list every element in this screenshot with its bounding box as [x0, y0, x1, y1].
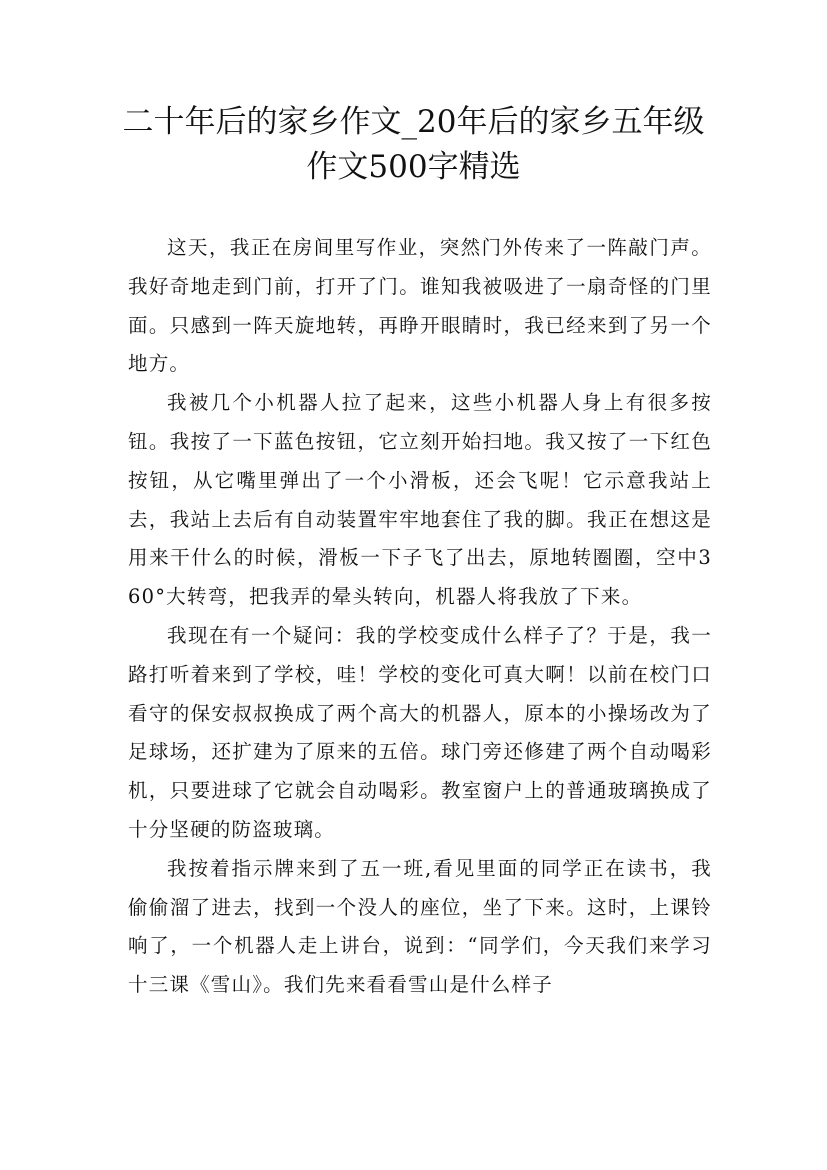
document-title: [110, 100, 717, 190]
title-line-1: 二十年后的家乡作文_20年后的家乡五年级: [122, 104, 705, 140]
title-line-2: 作文500字精选: [306, 149, 521, 185]
paragraph-1: 这天，我正在房间里写作业，突然门外传来了一阵敲门声。我好奇地走到门前，打开了门。谁知我被吸进了一扇奇怪的门里面。只感到一阵天旋地转，再睁开眼睛时，我已经来到了另一个地方。: [128, 236, 712, 376]
paragraph-3: 我现在有一个疑问：我的学校变成什么样子了？于是，我一路打听着来到了学校，哇！学校的变化可真大啊！以前在校门口看守的保安叔叔换成了两个高大的机器人，原本的小操场改为了足球场，还扩建为了原来的五倍。球门旁还修建了两个自动喝彩机，只要进球了它就会自动喝彩。教室窗户上的普通玻璃换成了十分坚硬的防盗玻璃。: [128, 623, 712, 841]
paragraph-2: 我被几个小机器人拉了起来，这些小机器人身上有很多按钮。我按了一下蓝色按钮，它立刻开始扫地。我又按了一下红色按钮，从它嘴里弹出了一个小滑板，还会飞呢！它示意我站上去，我站上去后有自动装置牢牢地套住了我的脚。我正在想这是用来干什么的时候，滑板一下子飞了出去，原地转圈圈，空中360°大转弯，把我弄的晕头转向，机器人将我放了下来。: [128, 391, 712, 609]
paragraph-4: 我按着指示牌来到了五一班,看见里面的同学正在读书，我偷偷溜了进去，找到一个没人的座位，坐了下来。这时，上课铃响了，一个机器人走上讲台，说到：“同学们，今天我们来学习十三课《雪山》。我们先来看看雪山是什么样子: [128, 856, 712, 997]
document-body: [128, 229, 712, 1005]
